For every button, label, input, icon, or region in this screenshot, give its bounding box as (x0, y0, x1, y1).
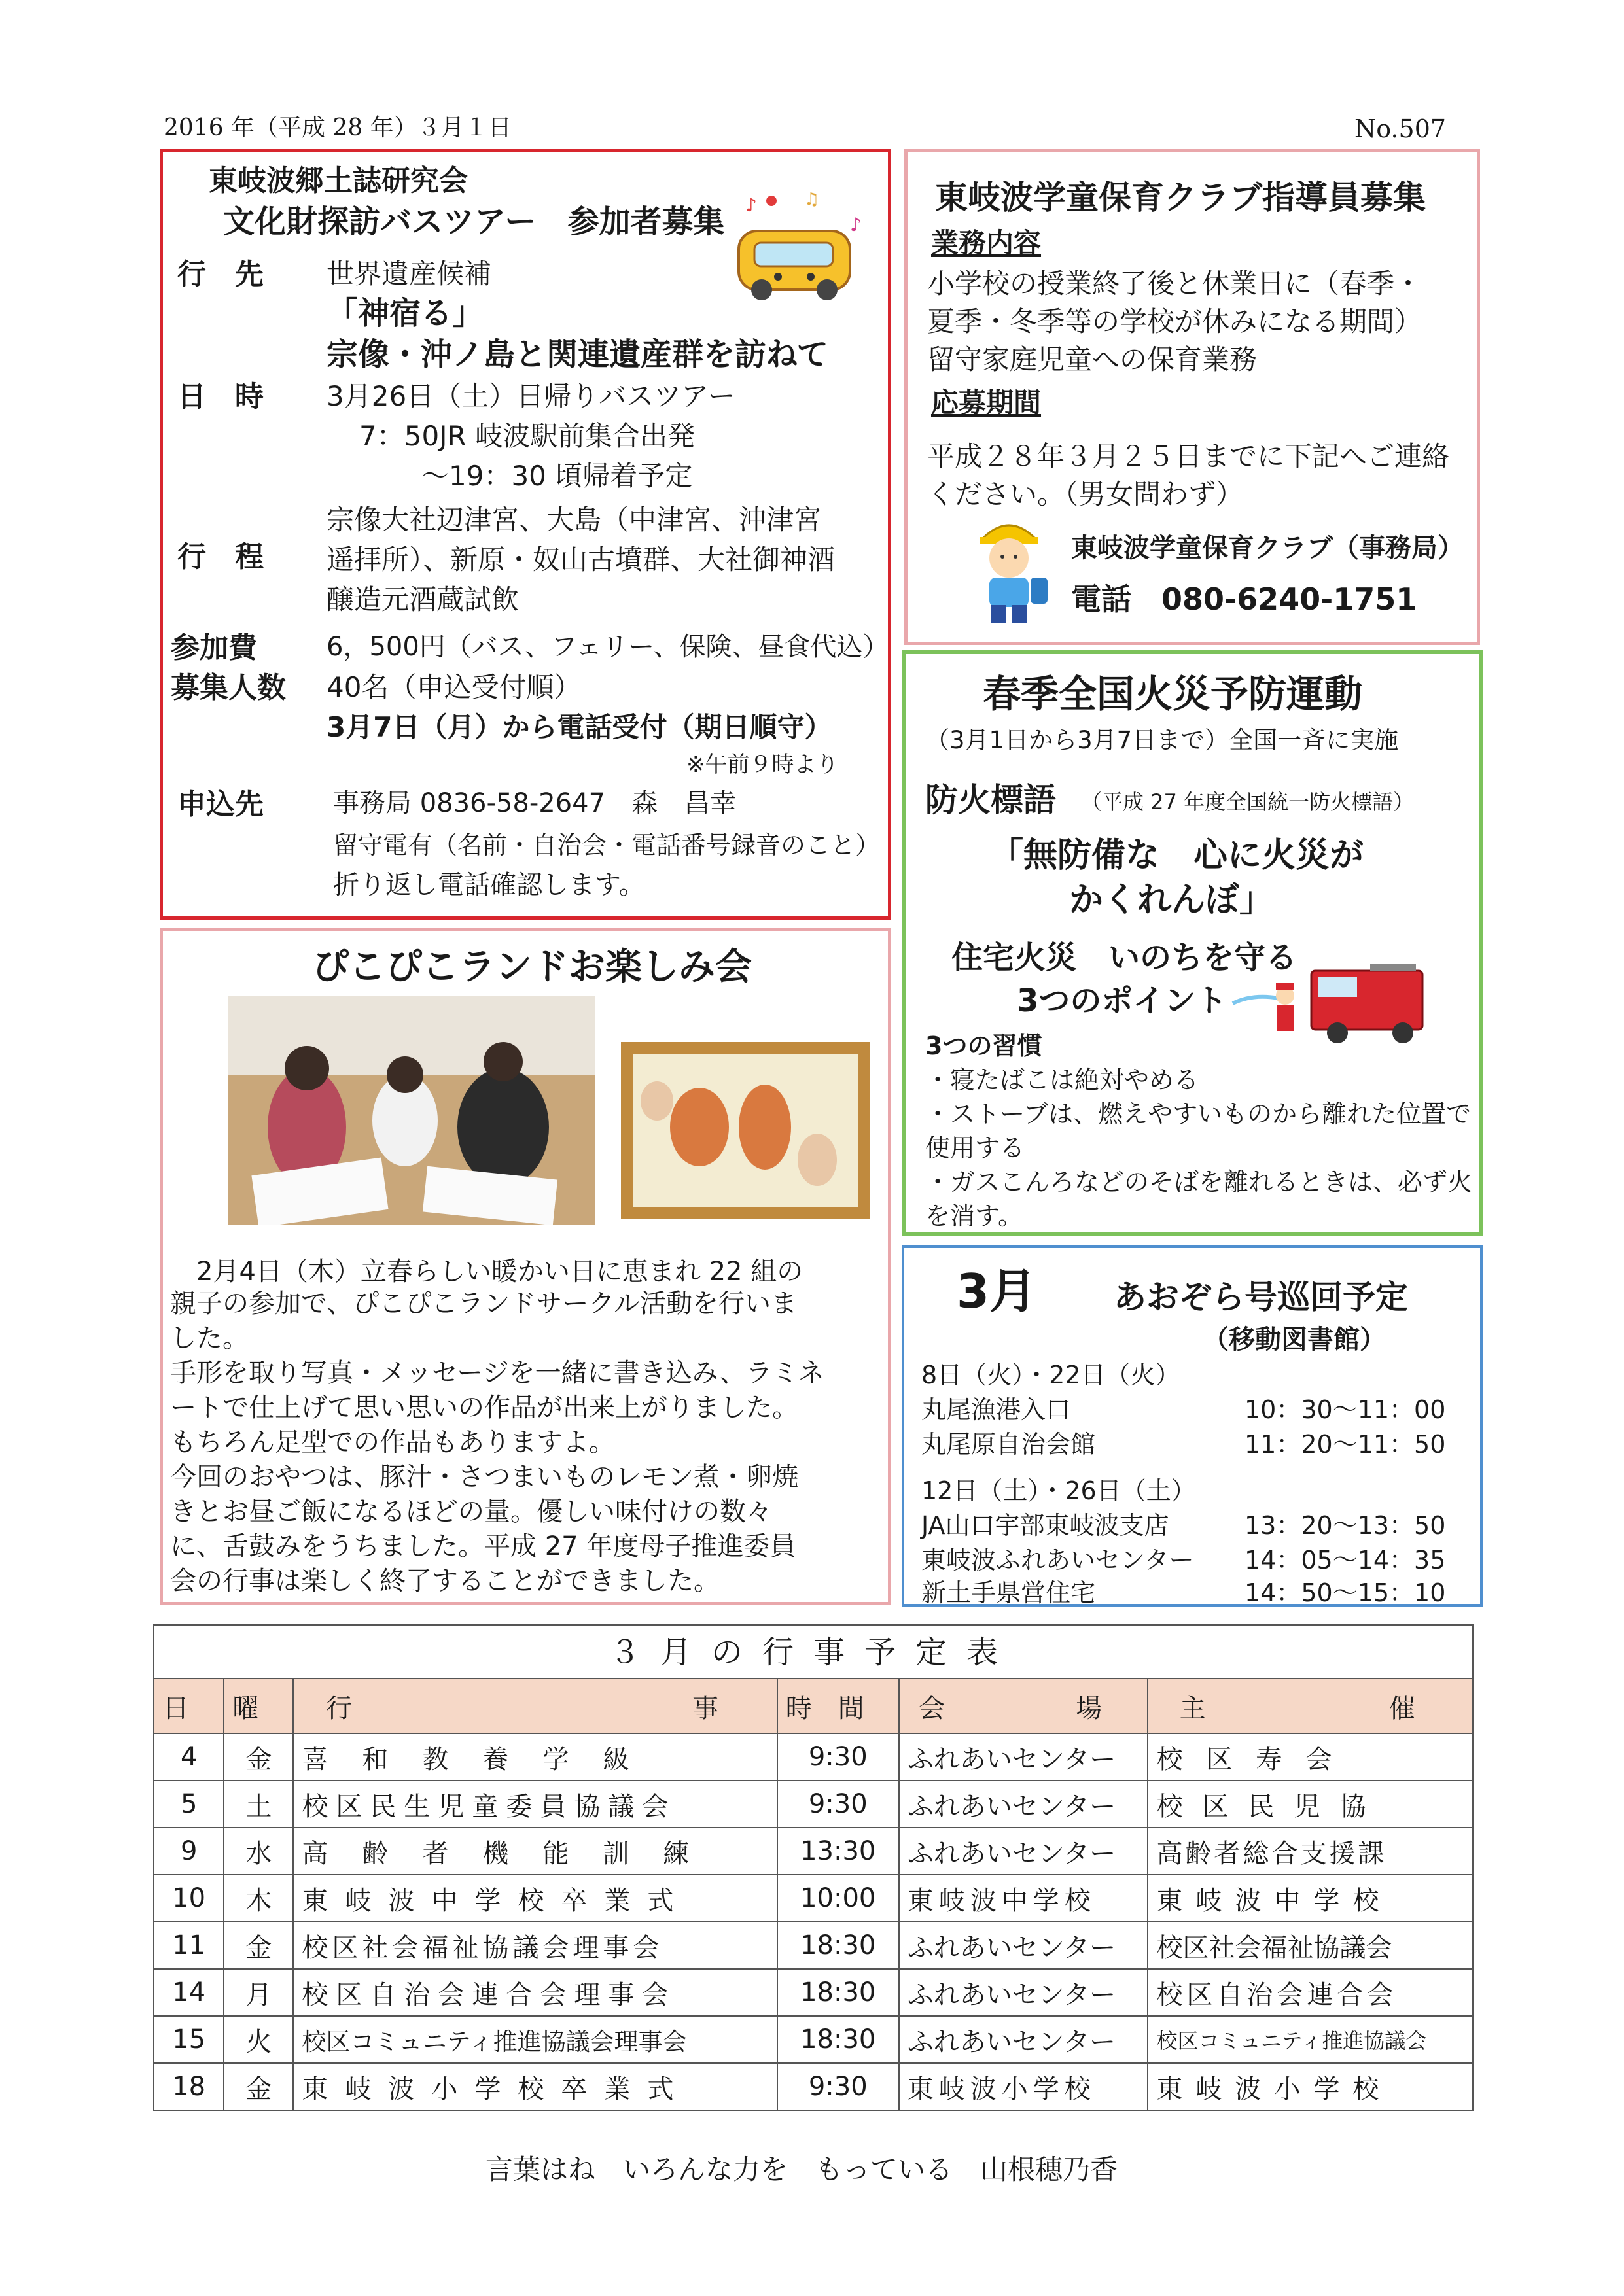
aozora-stop-time: 13：20～13：50 (1244, 1511, 1446, 1540)
tour-label-fee: 参加費 (171, 631, 257, 665)
fire-habit-line: 使用する (925, 1134, 1025, 1162)
footer-quote: 言葉はね いろんな力を もっている 山根穂乃香 (485, 2153, 1118, 2185)
fire-box (902, 650, 1483, 1236)
music-note-icon: ♫ (804, 192, 820, 209)
row-event: 校区自治会連合会理事会 (293, 1969, 777, 2016)
tour-destination-line: 世界遺産候補 (327, 258, 492, 290)
row-weekday: 土 (224, 1781, 293, 1828)
row-time: 9:30 (777, 2063, 899, 2110)
row-weekday: 水 (224, 1828, 293, 1875)
tour-destination-line: 「神宿る」 (327, 295, 484, 332)
issue-number: No.507 (1354, 114, 1447, 143)
table-row (154, 1969, 1473, 2016)
aozora-month: 3月 (957, 1264, 1037, 1319)
tour-capacity-note: ※午前９時より (686, 752, 839, 778)
recruit-period-line: ください。（男女問わず） (927, 478, 1244, 510)
header-venue: 会 場 (899, 1679, 1148, 1733)
row-time: 13:30 (777, 1828, 899, 1875)
row-organizer: 東岐波小学校 (1148, 2063, 1473, 2110)
aozora-stop-place: 丸尾原自治会館 (921, 1430, 1096, 1459)
row-time: 18:30 (777, 1969, 899, 2016)
fire-subtitle: （3月1日から3月7日まで）全国一斉に実施 (925, 726, 1399, 754)
tour-datetime-line: 3月26日（土）日帰りバスツアー (327, 380, 735, 412)
issue-date: 2016 年（平成 28 年）３月１日 (164, 114, 512, 141)
row-event: 校区コミュニティ推進協議会理事会 (293, 2016, 777, 2063)
table-row (154, 1781, 1473, 1828)
row-weekday: 火 (224, 2016, 293, 2063)
activity-photo (228, 996, 595, 1225)
fire-habit-line: ・ガスこんろなどのそばを離れるときは、必ず火 (925, 1168, 1473, 1196)
row-event: 東岐波小学校卒業式 (293, 2063, 777, 2110)
recruit-duty-line: 小学校の授業終了後と休業日に（春季・ (927, 268, 1422, 300)
aozora-box (902, 1245, 1483, 1607)
fire-habits-label: 3つの習慣 (925, 1032, 1042, 1060)
row-organizer: 校区コミュニティ推進協議会 (1148, 2016, 1473, 2063)
recruit-period-label: 応募期間 (931, 387, 1042, 419)
row-organizer: 校区民児協 (1148, 1781, 1473, 1828)
table-row (154, 1922, 1473, 1969)
row-day: 15 (154, 2016, 224, 2063)
tour-apply-line: 折り返し電話確認します。 (333, 870, 645, 900)
row-time: 10:00 (777, 1875, 899, 1922)
table-row (154, 2016, 1473, 2063)
row-venue: ふれあいセンター (899, 1733, 1148, 1781)
header-time: 時間 (777, 1679, 899, 1733)
row-venue: ふれあいセンター (899, 2016, 1148, 2063)
fire-habit-line: ・ストーブは、燃えやすいものから離れた位置で (925, 1100, 1472, 1128)
recruit-duty-line: 留守家庭児童への保育業務 (927, 343, 1258, 375)
table-row (154, 2063, 1473, 2110)
pico-body-line: 今回のおやつは、豚汁・さつまいものレモン煮・卵焼 (170, 1462, 798, 1492)
row-weekday: 月 (224, 1969, 293, 2016)
tour-title: 文化財探訪バスツアー 参加者募集 (223, 203, 725, 240)
tour-box (160, 149, 891, 920)
table-row (154, 1875, 1473, 1922)
recruit-duty-label: 業務内容 (931, 227, 1042, 259)
tour-itinerary-line: 遥拝所）、新原・奴山古墳群、大社御神酒 (327, 544, 836, 576)
row-day: 9 (154, 1828, 224, 1875)
pico-body-line: 会の行事は楽しく終了することができました。 (170, 1566, 720, 1596)
aozora-stop-place: JA山口宇部東岐波支店 (921, 1511, 1169, 1540)
tour-label-destination: 行 先 (177, 258, 264, 291)
aozora-stop-time: 14：05～14：35 (1244, 1546, 1446, 1574)
row-venue: 東岐波中学校 (899, 1875, 1148, 1922)
row-organizer: 高齢者総合支援課 (1148, 1828, 1473, 1875)
pico-body-line: もちろん足型での作品もありますよ。 (170, 1427, 615, 1457)
recruit-period-line: 平成２８年３月２５日までに下記へご連絡 (927, 440, 1450, 472)
row-venue: ふれあいセンター (899, 1828, 1148, 1875)
row-time: 18:30 (777, 2016, 899, 2063)
aozora-stop-place: 東岐波ふれあいセンター (921, 1546, 1194, 1574)
row-event: 校区民生児童委員協議会 (293, 1781, 777, 1828)
tour-label-apply: 申込先 (177, 788, 264, 821)
header-organizer: 主 催 (1148, 1679, 1473, 1733)
child-illustration (960, 512, 1058, 627)
row-organizer: 校区自治会連合会 (1148, 1969, 1473, 2016)
aozora-group-date: 8日（火）・22日（火） (921, 1361, 1180, 1389)
pico-body-line: した。 (170, 1323, 249, 1353)
aozora-title: あおぞら号巡回予定 (1114, 1278, 1408, 1316)
aozora-stop-time: 14：50～15：10 (1244, 1578, 1446, 1607)
fire-points-line: 住宅火災 いのちを守る (951, 939, 1297, 976)
schedule-header-row (154, 1679, 1473, 1733)
tour-org: 東岐波郷土誌研究会 (209, 164, 468, 198)
recruit-title: 東岐波学童保育クラブ指導員募集 (935, 179, 1426, 217)
pico-body-line: きとお昼ご飯になるほどの量。優しい味付けの数々 (170, 1497, 772, 1527)
row-time: 18:30 (777, 1922, 899, 1969)
tour-datetime-line: 7：50JR 岐波駅前集合出発 (359, 420, 696, 452)
aozora-stop-place: 新土手県営住宅 (921, 1578, 1096, 1607)
tour-apply-line: 留守電有（名前・自治会・電話番号録音のこと） (333, 831, 881, 860)
tour-itinerary-line: 宗像大社辺津宮、大島（中津宮、沖津宮 (327, 504, 822, 536)
aozora-subtitle: （移動図書館） (1203, 1325, 1386, 1355)
header-event: 行 事 (293, 1679, 777, 1733)
row-event: 喜和教養学級 (293, 1733, 777, 1781)
row-organizer: 東岐波中学校 (1148, 1875, 1473, 1922)
row-venue: ふれあいセンター (899, 1781, 1148, 1828)
fire-slogan-line: 「無防備な 心に火災が (989, 836, 1364, 875)
recruit-box (904, 149, 1480, 645)
tour-fee: 6，500円（バス、フェリー、保険、昼食代込） (327, 632, 889, 662)
fire-engine-illustration (1220, 958, 1449, 1049)
tour-capacity-line: 40名（申込受付順） (327, 671, 582, 703)
row-day: 10 (154, 1875, 224, 1922)
header-weekday: 曜 (224, 1679, 293, 1733)
row-day: 18 (154, 2063, 224, 2110)
row-event: 高齢者機能訓練 (293, 1828, 777, 1875)
tour-label-datetime: 日 時 (177, 380, 264, 413)
pico-title: ぴこぴこランドお楽しみ会 (312, 946, 752, 988)
aozora-group-date: 12日（土）・26日（土） (921, 1476, 1196, 1505)
fire-habit-line: を消す。 (925, 1202, 1023, 1230)
pico-body-line: 2月4日（木）立春らしい暖かい日に恵まれ 22 組の (170, 1257, 803, 1287)
recruit-duty-line: 夏季・冬季等の学校が休みになる期間） (927, 305, 1422, 338)
recruit-contact-name: 東岐波学童保育クラブ（事務局） (1071, 533, 1464, 563)
header-day: 日 (154, 1679, 224, 1733)
aozora-stop-place: 丸尾漁港入口 (921, 1395, 1071, 1424)
fire-slogan-line: かくれんぼ」 (1069, 880, 1274, 920)
music-note-icon: ♪ (850, 214, 862, 235)
fire-title: 春季全国火災予防運動 (983, 672, 1363, 716)
row-organizer: 校区社会福祉協議会 (1148, 1922, 1473, 1969)
row-venue: ふれあいセンター (899, 1969, 1148, 2016)
row-time: 9:30 (777, 1781, 899, 1828)
row-day: 4 (154, 1733, 224, 1781)
row-venue: 東岐波小学校 (899, 2063, 1148, 2110)
aozora-stop-time: 10：30～11：00 (1244, 1395, 1446, 1424)
row-weekday: 木 (224, 1875, 293, 1922)
fire-slogan-label: 防火標語 (925, 781, 1056, 819)
row-event: 東岐波中学校卒業式 (293, 1875, 777, 1922)
row-day: 5 (154, 1781, 224, 1828)
table-row (154, 1828, 1473, 1875)
row-event: 校区社会福祉協議会理事会 (293, 1922, 777, 1969)
recruit-contact-tel: 電話 080-6240-1751 (1071, 582, 1417, 617)
tour-datetime-line: ～19：30 頃帰着予定 (421, 460, 693, 492)
schedule-title: ３月の行事予定表 (153, 1624, 1474, 1678)
tour-destination-line: 宗像・沖ノ島と関連遺産群を訪ねて (327, 336, 828, 373)
pico-body-line: 手形を取り写真・メッセージを一緒に書き込み、ラミネ (170, 1358, 824, 1388)
tour-label-capacity: 募集人数 (171, 671, 286, 704)
row-venue: ふれあいセンター (899, 1922, 1148, 1969)
schedule-table (153, 1678, 1474, 2111)
row-day: 11 (154, 1922, 224, 1969)
pico-body-line: ートで仕上げて思い思いの作品が出来上がりました。 (170, 1393, 798, 1423)
aozora-stop-time: 11：20～11：50 (1244, 1430, 1446, 1459)
table-row (154, 1733, 1473, 1781)
bus-illustration (726, 192, 876, 303)
row-weekday: 金 (224, 2063, 293, 2110)
row-weekday: 金 (224, 1733, 293, 1781)
pico-body-line: 親子の参加で、ぴこぴこランドサークル活動を行いま (170, 1289, 797, 1319)
fire-habit-line: ・寝たばこは絶対やめる (925, 1066, 1199, 1094)
tour-label-itinerary: 行 程 (177, 540, 264, 574)
handprint-artwork-photo (621, 1042, 870, 1219)
pico-body-line: に、舌鼓みをうちました。平成 27 年度母子推進委員 (170, 1531, 796, 1561)
row-day: 14 (154, 1969, 224, 2016)
row-weekday: 金 (224, 1922, 293, 1969)
fire-points-line: 3つのポイント (1017, 983, 1227, 1019)
row-time: 9:30 (777, 1733, 899, 1781)
tour-apply-line: 事務局 0836-58-2647 森 昌幸 (333, 788, 737, 818)
tour-itinerary-line: 醸造元酒蔵試飲 (327, 583, 520, 616)
music-note-icon: ♪ (745, 194, 757, 216)
tour-capacity-line: 3月7日（月）から電話受付（期日順守） (327, 711, 832, 743)
row-organizer: 校区寿会 (1148, 1733, 1473, 1781)
fire-slogan-note: （平成 27 年度全国統一防火標語） (1081, 790, 1415, 814)
